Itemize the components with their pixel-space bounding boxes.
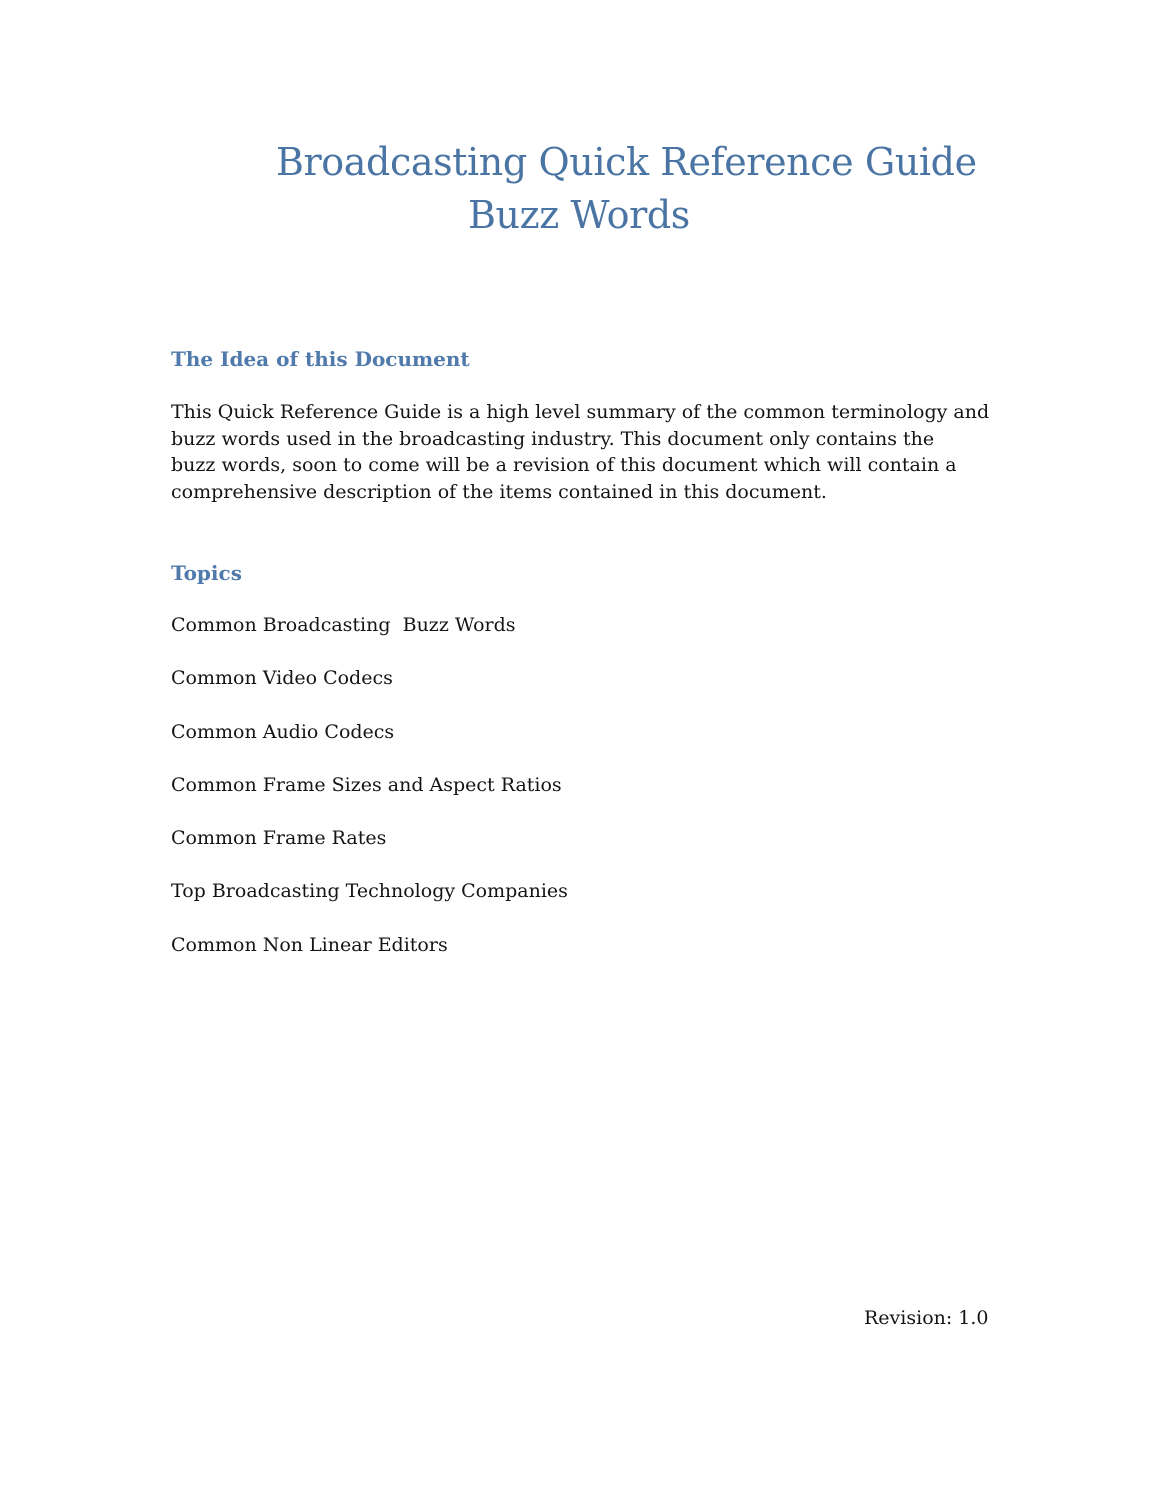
paragraph-line: This Quick Reference Guide is a high level summary of the common terminology and	[171, 401, 990, 423]
topic-item: Common Frame Sizes and Aspect Ratios	[171, 773, 562, 796]
paragraph-line: buzz words used in the broadcasting industry. This document only contains the	[171, 427, 935, 450]
topic-item: Common Broadcasting Buzz Words	[171, 614, 516, 636]
topic-item: Top Broadcasting Technology Companies	[171, 880, 568, 903]
title-line-1: Broadcasting Quick Reference Guide	[276, 140, 977, 184]
topic-item: Common Video Codecs	[171, 667, 393, 690]
title-line-2: Buzz Words	[468, 193, 690, 237]
topic-item: Common Frame Rates	[171, 827, 387, 850]
revision-label: Revision: 1.0	[864, 1307, 989, 1329]
topics-list	[171, 612, 568, 985]
topic-item: Common Non Linear Editors	[171, 933, 448, 956]
idea-section-heading: The Idea of this Document	[171, 347, 470, 371]
topic-item: Common Audio Codecs	[171, 720, 395, 743]
paragraph-line: comprehensive description of the items contained in this document.	[171, 480, 827, 503]
idea-paragraph	[171, 399, 1001, 505]
paragraph-line: buzz words, soon to come will be a revision of this document which will contain a	[171, 454, 957, 477]
topics-section-heading: Topics	[171, 561, 242, 585]
